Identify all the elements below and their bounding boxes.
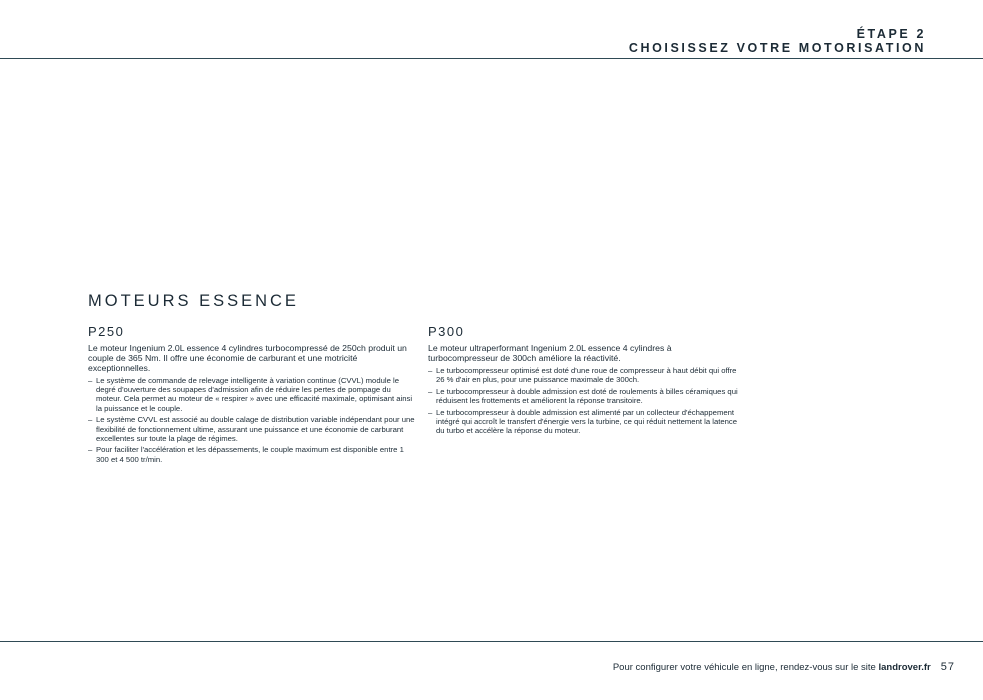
list-item: – Le turbocompresseur optimisé est doté d'une roue de compresseur à haut débit qui offre 26 % d'air en plus, pour une puissance maximale de 300ch. bbox=[428, 366, 738, 384]
page-number: 57 bbox=[940, 661, 955, 673]
page-footer bbox=[613, 661, 955, 673]
list-item: – Pour faciliter l'accélération et les dépassements, le couple maximum est disponible entre 1 300 et 4 500 tr/min. bbox=[88, 445, 418, 463]
feature-list bbox=[428, 366, 738, 435]
list-item: – Le turbocompresseur à double admission est doté de roulements à billes céramiques qui réduisent les frottements et améliorent la réponse transitoire. bbox=[428, 387, 738, 405]
list-item: – Le système de commande de relevage intelligente à variation continue (CVVL) module le degré d'ouverture des soupapes d'admission afin de réduire les pertes de pompage du moteur. Cela permet au moteur de « respirer » avec une efficacité maximale, optimisant ainsi la puissance et le couple. bbox=[88, 376, 418, 413]
engine-p300 bbox=[428, 325, 738, 438]
site-link[interactable]: landrover.fr bbox=[878, 662, 931, 673]
engine-name: P250 bbox=[88, 324, 125, 339]
engine-name: P300 bbox=[428, 324, 465, 339]
list-item: – Le système CVVL est associé au double calage de distribution variable indépendant pour une flexibilité de fonctionnement ultime, assurant une puissance et une économie de carburant excellentes sur toute la plage de régimes. bbox=[88, 415, 418, 443]
engine-intro: Le moteur Ingenium 2.0L essence 4 cylindres turbocompressé de 250ch produit un couple de 365 Nm. Il offre une économie de carburant et une motricité exceptionnelles. bbox=[88, 343, 407, 373]
page-header bbox=[629, 27, 926, 55]
footer-label: Pour configurer votre véhicule en ligne, rendez-vous sur le site bbox=[612, 662, 876, 673]
section-title: MOTEURS ESSENCE bbox=[88, 292, 299, 310]
step-label: ÉTAPE 2 bbox=[856, 27, 926, 41]
step-title: CHOISISSEZ VOTRE MOTORISATION bbox=[628, 41, 926, 55]
header-divider bbox=[0, 58, 983, 59]
footer-divider bbox=[0, 641, 983, 642]
footer-text bbox=[613, 662, 931, 673]
engine-intro: Le moteur ultraperformant Ingenium 2.0L essence 4 cylindres à turbocompresseur de 300ch améliore la réactivité. bbox=[428, 343, 672, 363]
list-item: – Le turbocompresseur à double admission est alimenté par un collecteur d'échappement intégré qui accroît le transfert d'énergie vers la turbine, ce qui réduit nettement la latence du turbo et accélère la réponse du moteur. bbox=[428, 408, 738, 436]
engine-p250 bbox=[88, 325, 418, 466]
feature-list bbox=[88, 376, 418, 464]
